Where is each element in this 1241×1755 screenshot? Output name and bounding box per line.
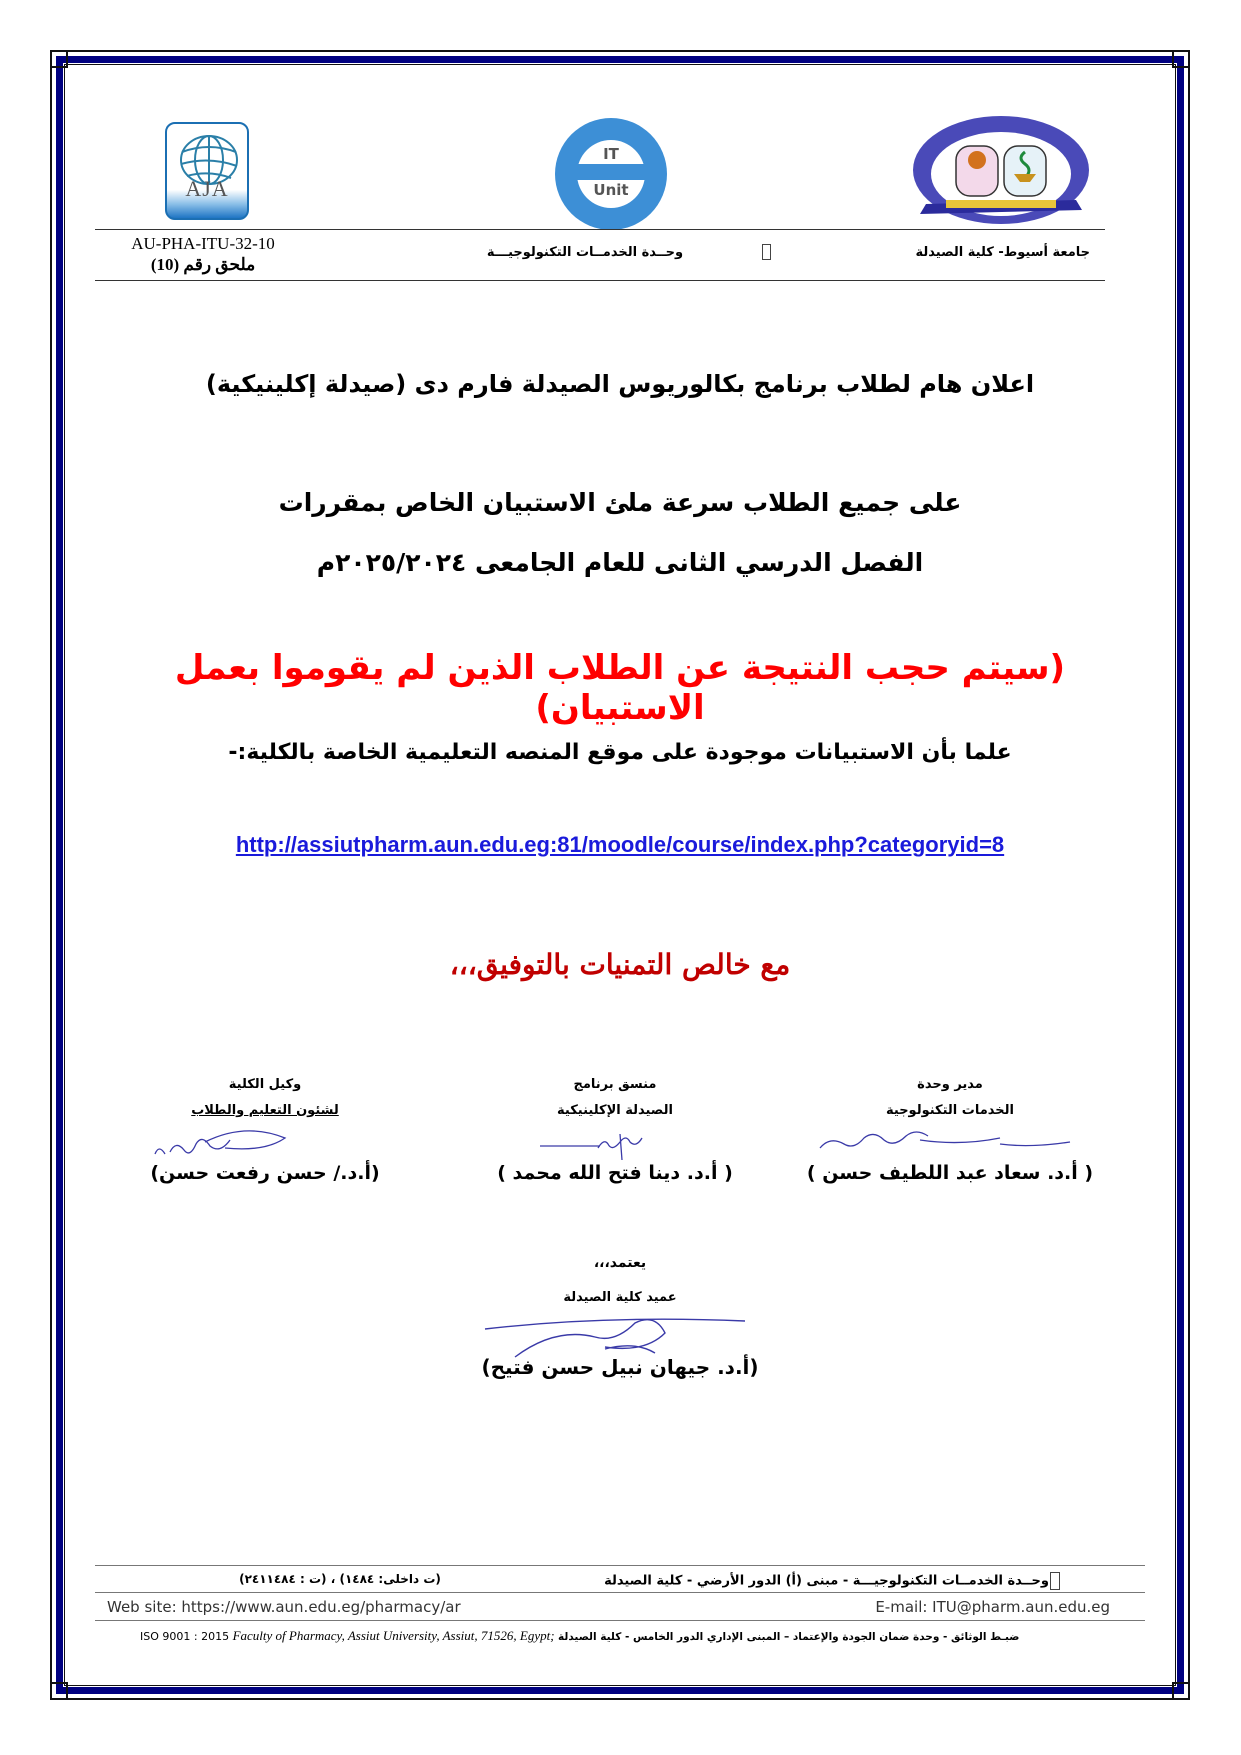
annex-number: ملحق رقم (10): [150, 255, 256, 274]
signatory-role-detail: الخدمات التكنولوجية: [886, 1103, 1014, 1118]
warning-notice: (سيتم حجب النتيجة عن الطلاب الذين لم يقوموا بعمل الاستبيان): [174, 648, 1066, 728]
survey-location-note: علما بأن الاستبيانات موجودة على موقع المنصه التعليمية الخاصة بالكلية:-: [228, 740, 1012, 765]
document-code: AU-PHA-ITU-32-10: [131, 234, 275, 253]
handwritten-signature-icon: [480, 1124, 750, 1164]
placeholder-box-icon: [1050, 1572, 1060, 1590]
placeholder-box-icon: [762, 244, 771, 260]
signatory-role: وكيل الكلية: [228, 1077, 302, 1092]
footer-rule-1: [95, 1565, 1145, 1566]
border-corner-top-right: [1172, 50, 1190, 68]
university-faculty-name: جامعة أسيوط- كلية الصيدلة: [915, 245, 1090, 260]
faculty-emblem-icon: [906, 112, 1096, 230]
signature-block-dean: [455, 1285, 785, 1379]
instruction-line-1: على جميع الطلاب سرعة ملئ الاستبيان الخاص بمقررات: [278, 488, 962, 517]
signatory-role-detail: الصيدلة الإكلينيكية: [557, 1103, 673, 1118]
instruction-line-2: الفصل الدرسي الثانى للعام الجامعى ٢٠٢٥/٢٠٢٤م: [316, 548, 924, 577]
approved-label: يعتمد،،،: [593, 1255, 647, 1271]
signatory-name: ( أ.د. سعاد عبد اللطيف حسن ): [806, 1162, 1094, 1184]
footer-rule-3: [95, 1620, 1145, 1621]
border-corner-bottom-left: [50, 1682, 68, 1700]
moodle-survey-link[interactable]: http://assiutpharm.aun.edu.eg:81/moodle/course/index.php?categoryid=8: [235, 832, 1005, 857]
header-top-rule: [95, 229, 1105, 230]
signature-block-vice-dean: [145, 1072, 385, 1184]
document-control-note: ضبـط الوثائق - وحدة ضمان الجودة والإعتماد – المبنى الإداري الدور الخامس - كلية الصيدلة: [558, 1631, 1020, 1643]
page-border-inner: [64, 64, 1176, 1686]
closing-wishes: مع خالص التمنيات بالتوفيق،،،: [449, 948, 791, 981]
unit-name: وحــدة الخدمــات التكنولوجيـــة: [486, 245, 684, 260]
signatory-name: ( أ.د. دينا فتح الله محمد ): [497, 1162, 733, 1184]
header-bottom-rule: [95, 280, 1105, 281]
signatory-name: (أ.د. جيهان نبيل حسن فتيح): [481, 1355, 759, 1379]
signature-block-unit-director: [800, 1072, 1100, 1184]
signature-block-program-coordinator: [480, 1072, 750, 1184]
footer-website: Web site: https://www.aun.edu.eg/pharmacy/ar: [107, 1598, 461, 1616]
announcement-title: اعلان هام لطلاب برنامج بكالوريوس الصيدلة فارم دى (صيدلة إكلينيكية): [205, 370, 1035, 398]
aja-logo: AJA: [165, 122, 249, 220]
faculty-address-en: Faculty of Pharmacy, Assiut University, Assiut, 71526, Egypt;: [232, 1628, 555, 1643]
faculty-of-pharmacy-logo: [906, 112, 1096, 230]
border-corner-bottom-right: [1172, 1682, 1190, 1700]
signatory-role: مدير وحدة: [917, 1077, 983, 1092]
footer-address: وحــدة الخدمــات التكنولوجيـــة - مبنى (أ) الدور الأرضي - كلية الصيدلة: [580, 1572, 1060, 1590]
handwritten-signature-icon: [145, 1124, 385, 1164]
it-unit-logo: IT Unit: [555, 118, 667, 230]
iso-standard: ISO 9001 : 2015: [140, 1630, 230, 1643]
footer-iso-line: [140, 1628, 1110, 1644]
border-corner-top-left: [50, 50, 68, 68]
footer-email: E-mail: ITU@pharm.aun.edu.eg: [875, 1598, 1110, 1616]
footer-rule-2: [95, 1592, 1145, 1593]
footer-phone: (ت داخلى: ١٤٨٤) ، (ت : ٢٤١١٤٨٤): [239, 1572, 441, 1586]
signatory-role: عميد كلية الصيدلة: [563, 1290, 677, 1305]
handwritten-signature-icon: [455, 1309, 785, 1369]
handwritten-signature-icon: [800, 1124, 1100, 1164]
signatory-role: منسق برنامج: [573, 1077, 657, 1092]
signatory-role-detail: لشئون التعليم والطلاب: [191, 1103, 339, 1118]
signatory-name: (أ.د./ حسن رفعت حسن): [150, 1162, 380, 1184]
